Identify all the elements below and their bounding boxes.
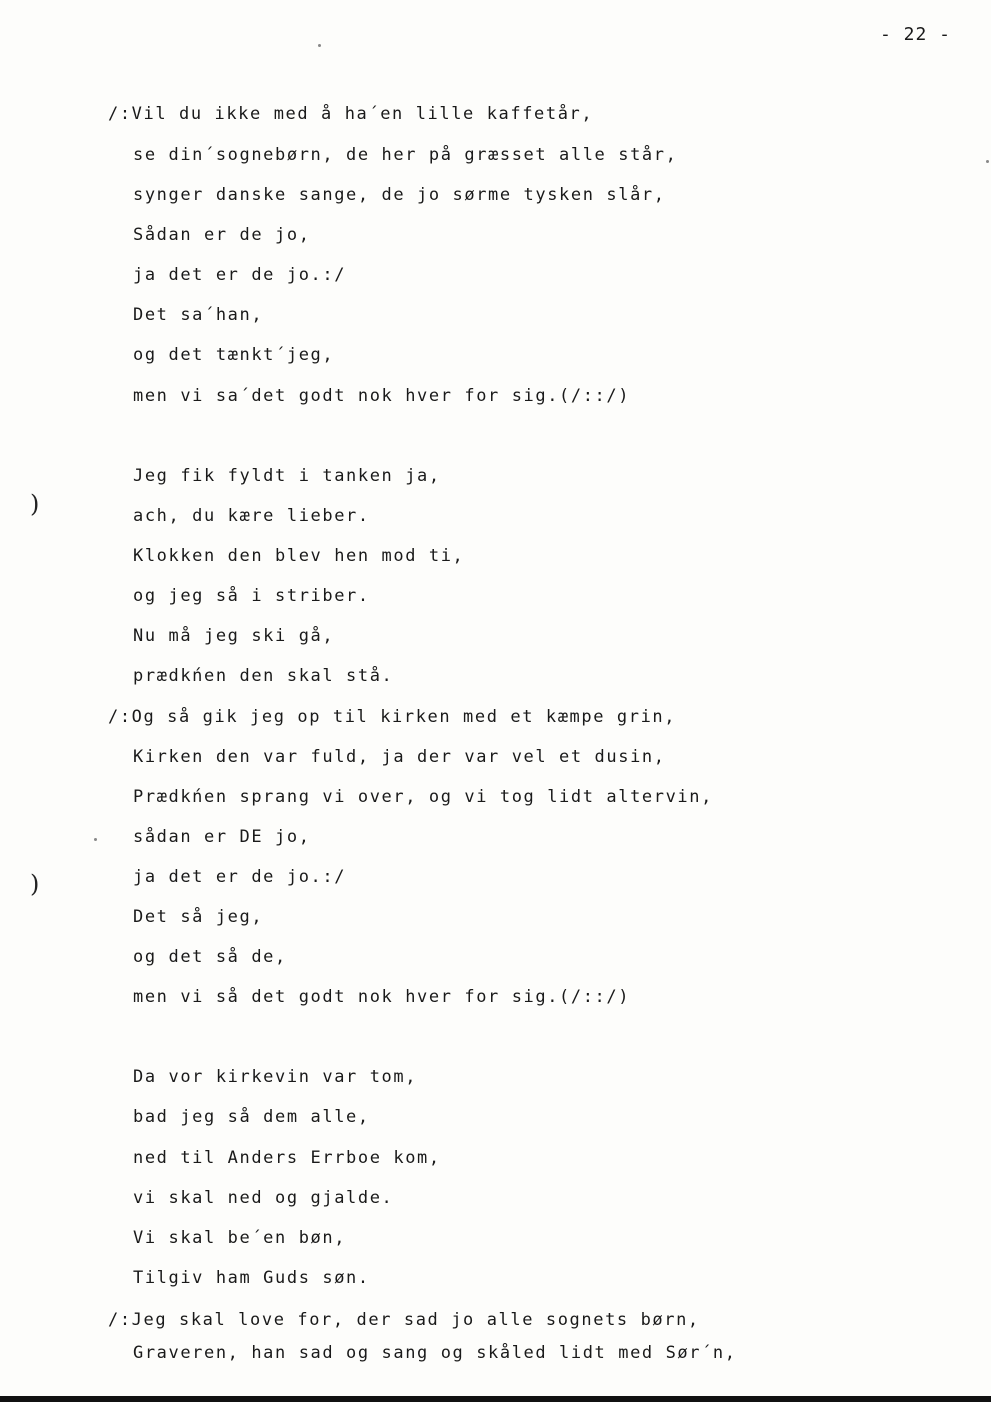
text-line: vi skal ned og gjalde. xyxy=(133,1188,394,1208)
text-line: sådan er DE jo, xyxy=(133,827,311,847)
scan-speck xyxy=(986,160,989,163)
text-line: og det så de, xyxy=(133,947,287,967)
text-line: Det sa´han, xyxy=(133,305,264,325)
text-line: Nu må jeg ski gå, xyxy=(133,626,335,646)
text-line: /:Vil du ikke med å ha´en lille kaffetår, xyxy=(108,104,594,124)
text-line: Kirken den var fuld, ja der var vel et dusin, xyxy=(133,747,666,767)
text-line: ned til Anders Errboe kom, xyxy=(133,1148,441,1168)
page-number: - 22 - xyxy=(880,24,952,45)
text-line: ach, du kære lieber. xyxy=(133,506,370,526)
scan-speck xyxy=(94,838,97,841)
text-line: og det tænkt´jeg, xyxy=(133,345,335,365)
bottom-edge xyxy=(0,1396,991,1402)
text-line: se din´sognebørn, de her på græsset alle står, xyxy=(133,145,678,165)
text-line: Vi skal be´en bøn, xyxy=(133,1228,347,1248)
text-line: Prædkńen sprang vi over, og vi tog lidt altervin, xyxy=(133,787,713,807)
scan-speck xyxy=(318,44,321,47)
text-line: Det så jeg, xyxy=(133,907,264,927)
text-line: /:Og så gik jeg op til kirken med et kæmpe grin, xyxy=(108,707,677,727)
text-line: men vi sa´det godt nok hver for sig.(/::/) xyxy=(133,386,631,406)
margin-mark: ) xyxy=(30,490,41,518)
text-line: Jeg fik fyldt i tanken ja, xyxy=(133,466,441,486)
text-line: og jeg så i striber. xyxy=(133,586,370,606)
text-line: Tilgiv ham Guds søn. xyxy=(133,1268,370,1288)
margin-mark: ) xyxy=(30,870,41,898)
text-line: bad jeg så dem alle, xyxy=(133,1107,370,1127)
text-line: prædkńen den skal stå. xyxy=(133,666,394,686)
text-line: /:Jeg skal love for, der sad jo alle sognets børn, xyxy=(108,1310,700,1330)
text-line: ja det er de jo.:/ xyxy=(133,867,347,887)
text-line: Sådan er de jo, xyxy=(133,225,311,245)
text-line: Da vor kirkevin var tom, xyxy=(133,1067,418,1087)
text-line: ja det er de jo.:/ xyxy=(133,265,347,285)
text-line: Graveren, han sad og sang og skåled lidt med Sør´n, xyxy=(133,1343,737,1363)
text-line: Klokken den blev hen mod ti, xyxy=(133,546,465,566)
text-line: synger danske sange, de jo sørme tysken slår, xyxy=(133,185,666,205)
text-line: men vi så det godt nok hver for sig.(/::/) xyxy=(133,987,631,1007)
